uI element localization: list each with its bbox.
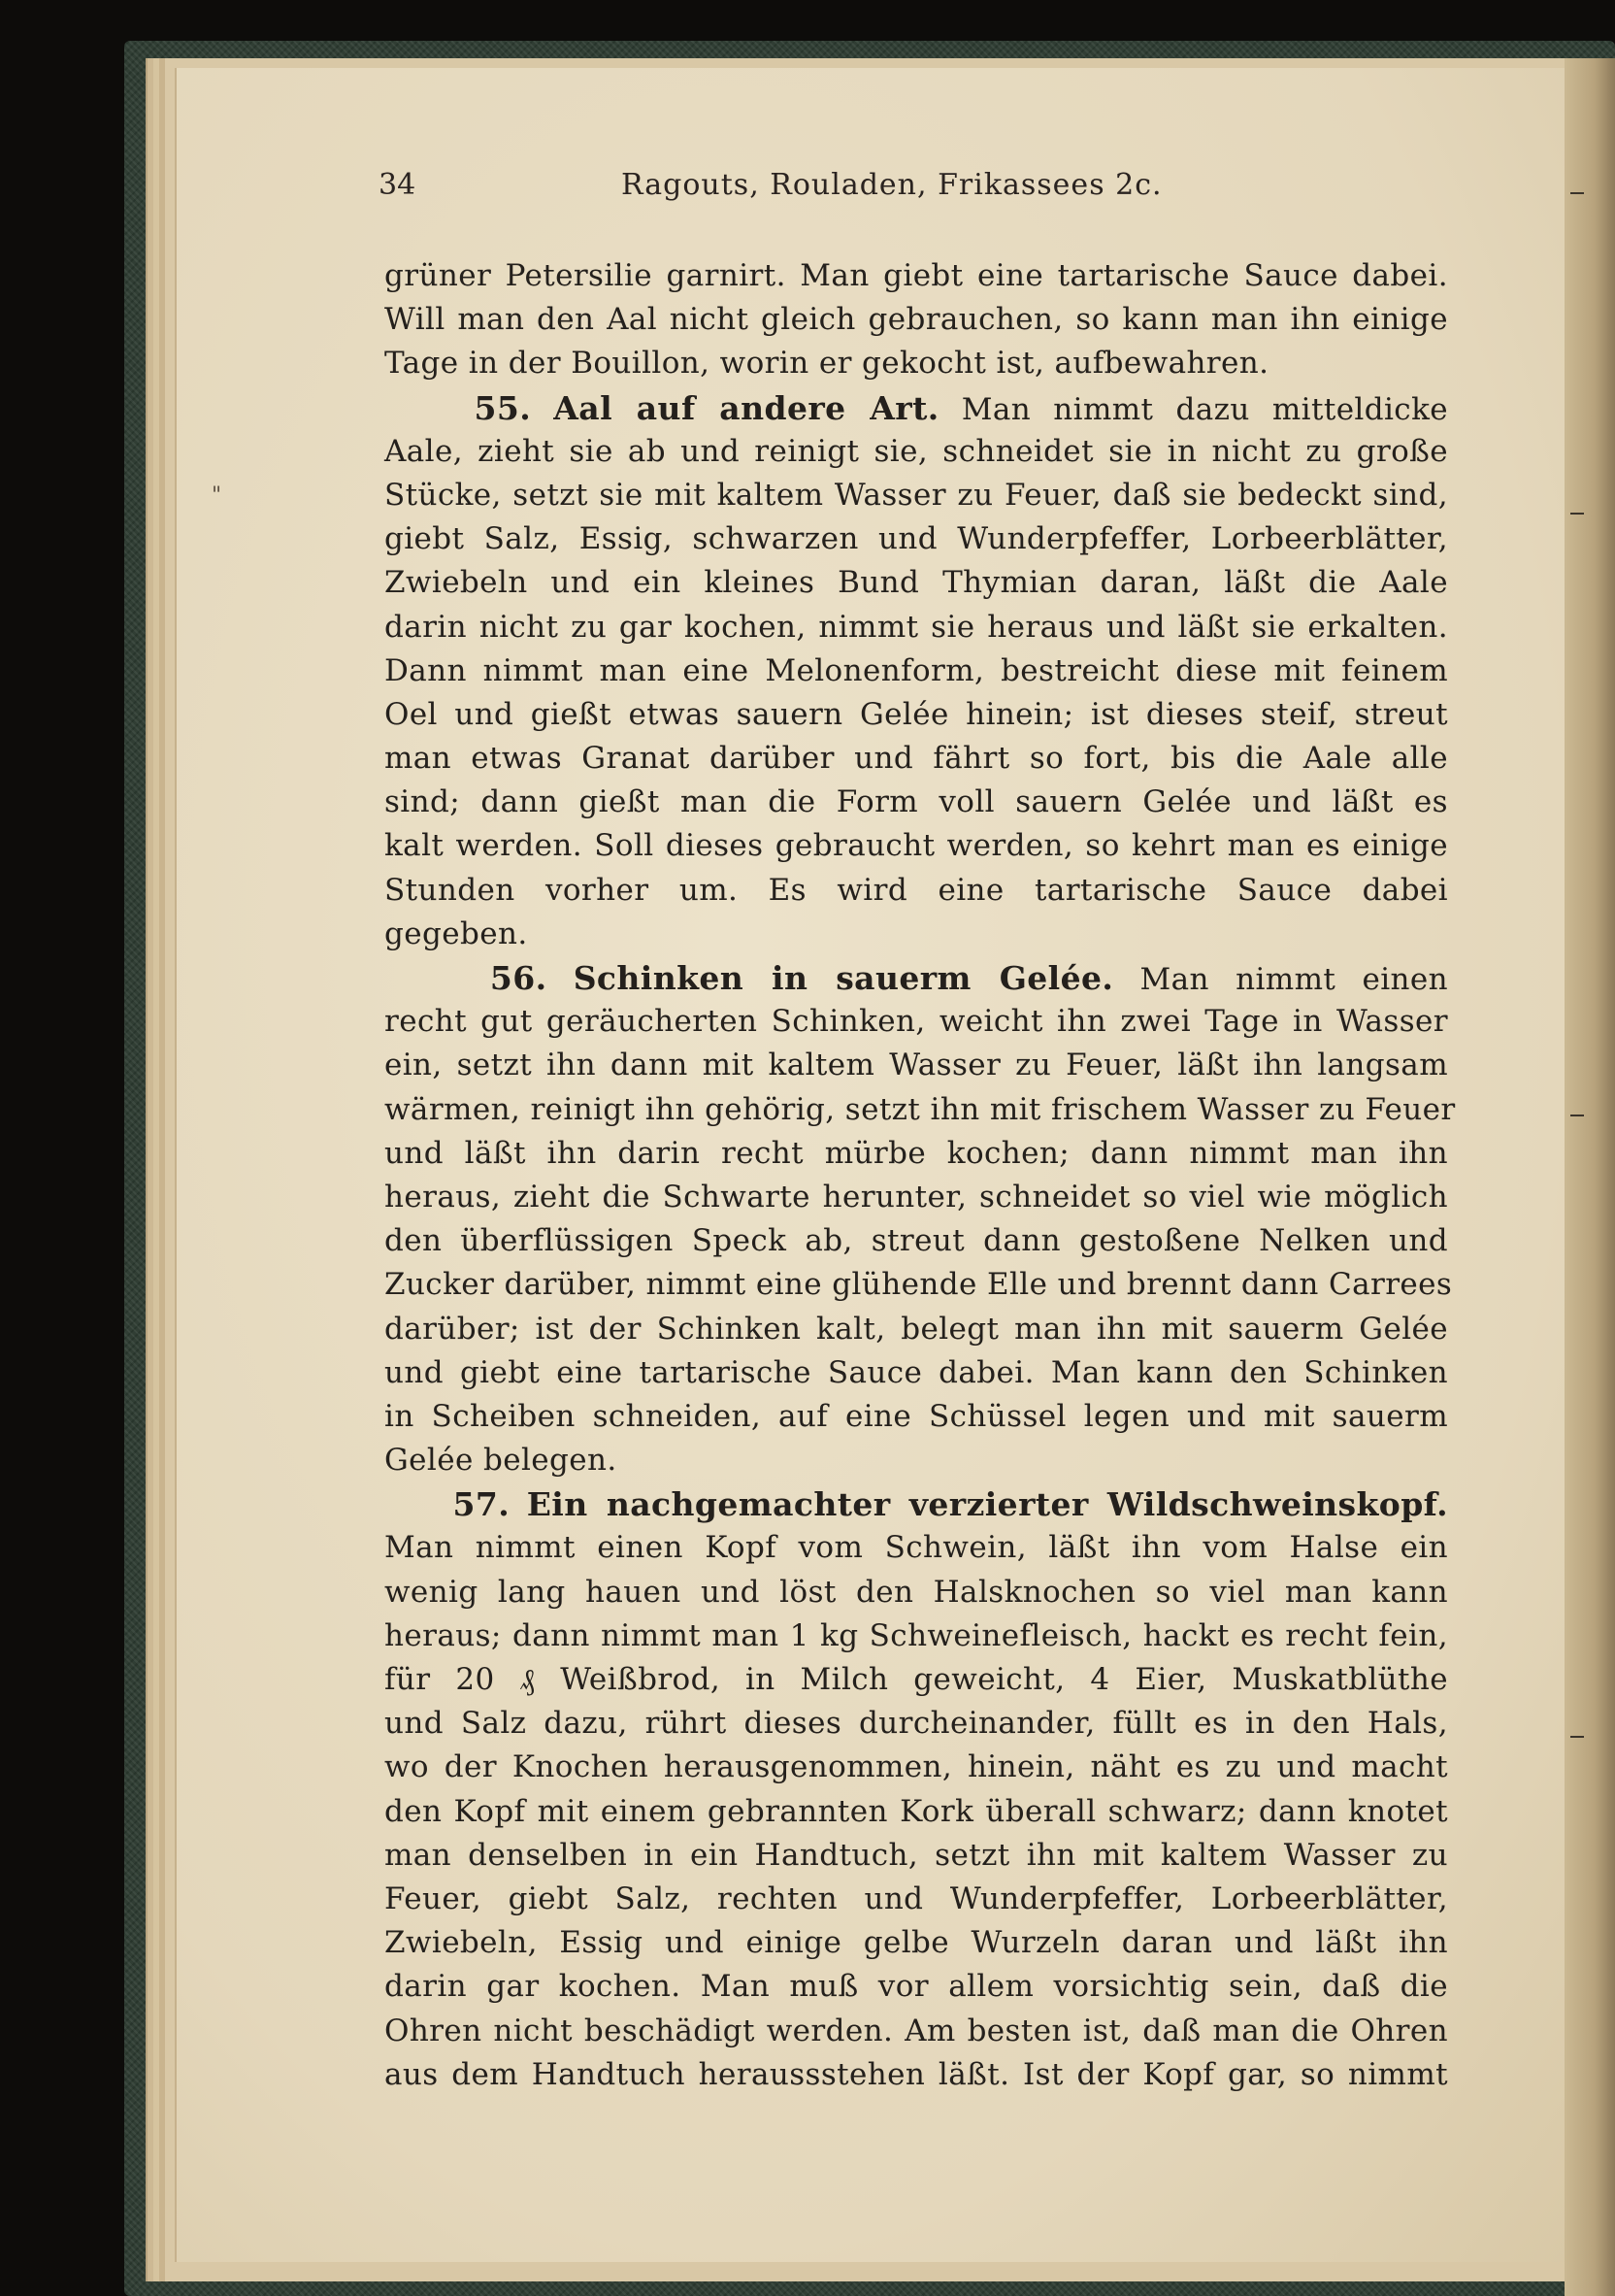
- text-line: giebt Salz, Essig, schwarzen und Wunderpfeffer, Lorbeerblätter,: [384, 521, 1448, 557]
- text-line: Will man den Aal nicht gleich gebrauchen, so kann man ihn einige: [384, 302, 1448, 338]
- text-line: recht gut geräucherten Schinken, weicht ihn zwei Tage in Wasser: [384, 1004, 1448, 1040]
- text-line: und Salz dazu, rührt dieses durcheinander, füllt es in den Hals,: [384, 1706, 1448, 1742]
- text-line: wärmen, reinigt ihn gehörig, setzt ihn mit frischem Wasser zu Feuer: [384, 1091, 1456, 1127]
- text-line: darüber; ist der Schinken kalt, belegt man ihn mit sauerm Gelée: [384, 1311, 1448, 1347]
- text-line: Aale, zieht sie ab und reinigt sie, schneidet sie in nicht zu große: [384, 433, 1448, 469]
- text-line: Man nimmt einen Kopf vom Schwein, läßt ihn vom Halse ein: [384, 1530, 1448, 1566]
- text-line: darin gar kochen. Man muß vor allem vorsichtig sein, daß die: [384, 1969, 1448, 2005]
- text-line: heraus; dann nimmt man 1 kg Schweinefleisch, hackt es recht fein,: [384, 1617, 1448, 1653]
- text-line: in Scheiben schneiden, auf eine Schüssel legen und mit sauerm: [384, 1398, 1448, 1434]
- recipe-heading-line: [384, 1482, 1448, 1526]
- running-head: Ragouts, Rouladen, Frikassees 2c.: [621, 168, 1163, 202]
- page-edge-mark: [1570, 513, 1584, 515]
- paragraph-continuation: [384, 254, 1448, 386]
- text-line: Gelée belegen.: [384, 1443, 617, 1479]
- text-run: Man nimmt dazu mitteldicke: [961, 391, 1449, 427]
- recipe-55: [384, 386, 1448, 956]
- text-line: Feuer, giebt Salz, rechten und Wunderpfeffer, Lorbeerblätter,: [384, 1880, 1448, 1916]
- text-line: aus dem Handtuch heraussstehen läßt. Ist der Kopf gar, so nimmt: [384, 2056, 1448, 2092]
- recipe-title: Aal auf andere Art.: [553, 388, 939, 427]
- text-line: heraus, zieht die Schwarte herunter, schneidet so viel wie möglich: [384, 1179, 1448, 1215]
- text-line: Stunden vorher um. Es wird eine tartarische Sauce dabei: [384, 872, 1448, 908]
- recipe-number: 55.: [474, 388, 532, 427]
- page-edge-mark: [1570, 192, 1584, 194]
- page-header: [379, 168, 1446, 211]
- recipe-title: Schinken in sauerm Gelée.: [573, 959, 1114, 997]
- recipe-number: 56.: [489, 959, 547, 997]
- margin-mark: ": [212, 483, 222, 508]
- text-line: Ohren nicht beschädigt werden. Am besten ist, daß man die Ohren: [384, 2013, 1448, 2048]
- text-line: sind; dann gießt man die Form voll sauern Gelée und läßt es: [384, 784, 1448, 820]
- page-edge-mark: [1570, 1115, 1584, 1116]
- recipe-number: 57.: [452, 1485, 511, 1524]
- text-line: für 20 ₰ Weißbrod, in Milch geweicht, 4 Eier, Muskatblüthe: [384, 1662, 1448, 1697]
- page-gutter: [1565, 58, 1615, 2296]
- text-line: Zwiebeln und ein kleines Bund Thymian daran, läßt die Aale: [384, 565, 1448, 601]
- text-line: man denselben in ein Handtuch, setzt ihn mit kaltem Wasser zu: [384, 1837, 1448, 1873]
- text-line: den Kopf mit einem gebrannten Kork überall schwarz; dann knotet: [384, 1793, 1448, 1829]
- text-line: man etwas Granat darüber und fährt so fort, bis die Aale alle: [384, 741, 1448, 777]
- text-line: Dann nimmt man eine Melonenform, bestreicht diese mit feinem: [384, 652, 1448, 688]
- body-text: [384, 254, 1456, 2097]
- recipe-heading-line: [384, 386, 1448, 430]
- text-line: Stücke, setzt sie mit kaltem Wasser zu Feuer, daß sie bedeckt sind,: [384, 477, 1448, 513]
- page-edge-mark: [1570, 1736, 1584, 1738]
- text-line: grüner Petersilie garnirt. Man giebt eine tartarische Sauce dabei.: [384, 258, 1448, 293]
- text-line: darin nicht zu gar kochen, nimmt sie heraus und läßt sie erkalten.: [384, 609, 1448, 645]
- page-number: 34: [379, 168, 416, 202]
- text-line: wenig lang hauen und löst den Halsknochen so viel man kann: [384, 1574, 1448, 1610]
- text-line: Tage in der Bouillon, worin er gekocht ist, aufbewahren.: [384, 346, 1269, 382]
- text-line: und giebt eine tartarische Sauce dabei. Man kann den Schinken: [384, 1354, 1448, 1390]
- recipe-title: Ein nachgemachter verzierter Wildschweinskopf.: [526, 1485, 1448, 1524]
- text-line: ein, setzt ihn dann mit kaltem Wasser zu Feuer, läßt ihn langsam: [384, 1048, 1448, 1083]
- text-line: Zwiebeln, Essig und einige gelbe Wurzeln daran und läßt ihn: [384, 1925, 1448, 1961]
- text-line: gegeben.: [384, 915, 528, 951]
- text-line: Oel und gießt etwas sauern Gelée hinein; ist dieses steif, streut: [384, 696, 1448, 732]
- text-line: und läßt ihn darin recht mürbe kochen; dann nimmt man ihn: [384, 1135, 1448, 1171]
- recipe-56: [384, 956, 1456, 1482]
- recipe-57: [384, 1482, 1448, 2097]
- text-line: kalt werden. Soll dieses gebraucht werden, so kehrt man es einige: [384, 828, 1448, 864]
- text-line: wo der Knochen herausgenommen, hinein, näht es zu und macht: [384, 1749, 1448, 1785]
- recipe-heading-line: [384, 956, 1448, 1000]
- text-line: Zucker darüber, nimmt eine glühende Elle und brennt dann Carrees: [384, 1267, 1453, 1303]
- text-line: den überflüssigen Speck ab, streut dann gestoßene Nelken und: [384, 1223, 1448, 1259]
- text-run: Man nimmt einen: [1139, 962, 1448, 997]
